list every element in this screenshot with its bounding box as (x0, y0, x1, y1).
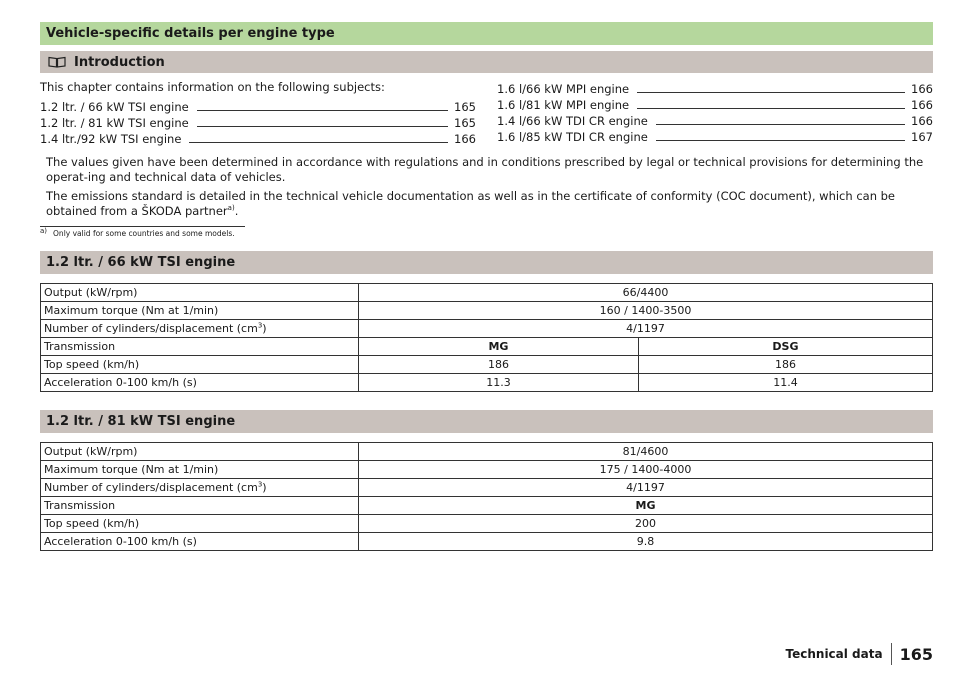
table-row (41, 497, 933, 515)
toc-item-label: 1.4 ltr./92 kW TSI engine (40, 132, 182, 146)
intro-paragraph-values: The values given have been determined in accordance with regulations and in conditions prescribed by legal or technical provisions for determining the operat-ing and technical data of vehicles. (46, 155, 924, 184)
book-icon (48, 56, 66, 68)
page-footer (786, 643, 933, 665)
row-label: Top speed (km/h) (41, 515, 359, 533)
cyl-label-text: Number of cylinders/displacement (cm (44, 322, 258, 335)
toc-item-page: 165 (454, 100, 476, 114)
row-label: Transmission (41, 338, 359, 356)
chapter-name: Technical data (785, 647, 883, 661)
page (40, 22, 933, 551)
toc-item-page: 165 (454, 116, 476, 130)
table-row (41, 284, 933, 302)
emissions-text: The emissions standard is detailed in the technical vehicle documentation as well as in the certificate of conformity (COC document), which can be obtained from a ŠKODA partner (46, 189, 896, 218)
toc-item-page: 166 (911, 82, 933, 96)
toc-item-label: 1.2 ltr. / 81 kW TSI engine (40, 116, 189, 130)
toc-item-page: 167 (911, 130, 933, 144)
toc-item[interactable] (40, 115, 476, 131)
footnote (40, 226, 933, 239)
page-number: 165 (899, 644, 933, 664)
row-value: 200 (359, 515, 933, 533)
table-row (41, 461, 933, 479)
toc-item[interactable] (497, 81, 933, 97)
row-value: 9.8 (359, 533, 933, 551)
row-label: Maximum torque (Nm at 1/min) (41, 461, 359, 479)
row-value: 4/1197 (359, 479, 933, 497)
row-value: 11.4 (638, 374, 932, 392)
intro-header (40, 51, 933, 73)
table-row (41, 443, 933, 461)
toc-item[interactable] (497, 129, 933, 145)
engine1-title: 1.2 ltr. / 66 kW TSI engine (40, 251, 933, 274)
superscript: 3 (257, 321, 263, 330)
row-value: DSG (638, 338, 932, 356)
table-row (41, 515, 933, 533)
toc-leader (656, 140, 905, 141)
table-row (41, 320, 933, 338)
row-value: 81/4600 (359, 443, 933, 461)
footnote-divider (40, 226, 245, 227)
row-label: Acceleration 0-100 km/h (s) (41, 533, 359, 551)
toc-item-label: 1.6 l/66 kW MPI engine (497, 82, 630, 96)
cyl-label-close: ) (262, 481, 267, 494)
toc-item[interactable] (40, 99, 476, 115)
toc-item[interactable] (497, 113, 933, 129)
section-title: Vehicle-specific details per engine type (40, 22, 933, 45)
table-row (41, 479, 933, 497)
row-label: Output (kW/rpm) (41, 443, 359, 461)
toc-leader (189, 142, 448, 143)
toc-item-label: 1.4 l/66 kW TDI CR engine (497, 114, 648, 128)
row-value: 4/1197 (359, 320, 933, 338)
table-row (41, 338, 933, 356)
table-row (41, 374, 933, 392)
toc-leader (197, 110, 448, 111)
footnote-mark: a) (40, 226, 48, 235)
cyl-label-close: ) (262, 322, 267, 335)
toc-item-label: 1.2 ltr. / 66 kW TSI engine (40, 100, 189, 114)
table-row (41, 533, 933, 551)
footnote-ref[interactable]: a) (227, 204, 235, 213)
intro-lead: This chapter contains information on the following subjects: (40, 80, 385, 94)
footnote-text: Only valid for some countries and some models. (53, 229, 235, 238)
table-row (41, 356, 933, 374)
engine1-spec-table (40, 283, 933, 392)
toc-item[interactable] (40, 131, 476, 147)
row-label: Acceleration 0-100 km/h (s) (41, 374, 359, 392)
toc-item[interactable] (497, 97, 933, 113)
row-value: 186 (638, 356, 932, 374)
footer-divider (891, 643, 892, 665)
intro-columns (40, 79, 933, 147)
toc-leader (637, 92, 905, 93)
row-value: 186 (359, 356, 639, 374)
toc-leader (637, 108, 905, 109)
row-value: 160 / 1400-3500 (359, 302, 933, 320)
superscript: 3 (257, 480, 263, 489)
toc-item-page: 166 (454, 132, 476, 146)
row-value: 175 / 1400-4000 (359, 461, 933, 479)
row-label: Output (kW/rpm) (41, 284, 359, 302)
toc-item-page: 166 (911, 98, 933, 112)
row-label: Transmission (41, 497, 359, 515)
toc-leader (656, 124, 905, 125)
row-label (41, 479, 359, 497)
row-label: Top speed (km/h) (41, 356, 359, 374)
toc-leader (197, 126, 448, 127)
toc-item-label: 1.6 l/85 kW TDI CR engine (497, 130, 648, 144)
row-value: 66/4400 (359, 284, 933, 302)
toc-item-page: 166 (911, 114, 933, 128)
intro-right-column (497, 79, 933, 147)
table-row (41, 302, 933, 320)
intro-paragraph-emissions: The emissions standard is detailed in the technical vehicle documentation as well as in the certificate of conformity (COC document), which can be obtained from a ŠKODA partner$^{a)}$. (46, 189, 896, 218)
row-value: MG (359, 338, 639, 356)
row-label (41, 320, 359, 338)
toc-item-label: 1.6 l/81 kW MPI engine (497, 98, 630, 112)
intro-title: Introduction (74, 54, 165, 70)
row-value: MG (359, 497, 933, 515)
engine2-title: 1.2 ltr. / 81 kW TSI engine (40, 410, 933, 433)
cyl-label-text: Number of cylinders/displacement (cm (44, 481, 258, 494)
row-value: 11.3 (359, 374, 639, 392)
row-label: Maximum torque (Nm at 1/min) (41, 302, 359, 320)
intro-left-column (40, 79, 476, 147)
engine2-spec-table (40, 442, 933, 551)
